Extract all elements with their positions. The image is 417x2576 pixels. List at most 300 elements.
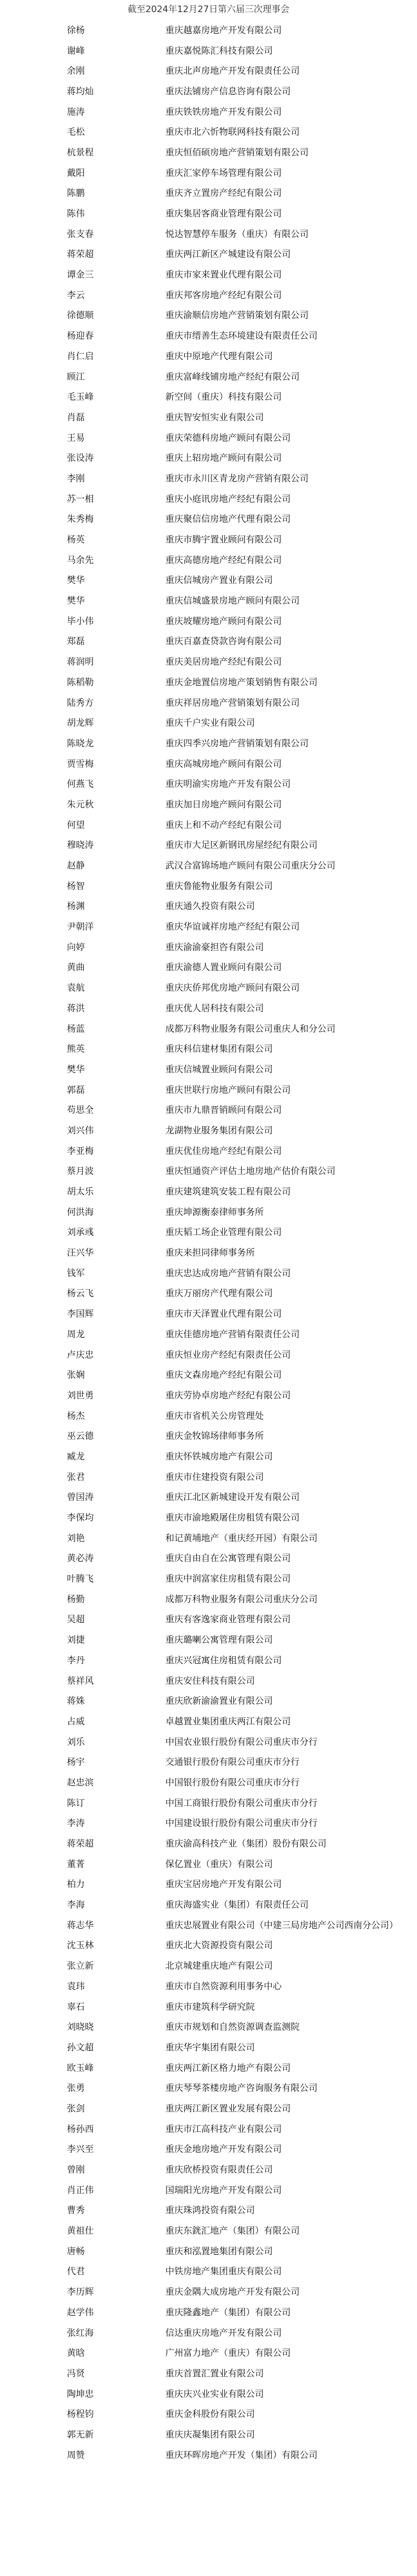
table-row [67,1323,362,1344]
table-row [67,854,362,875]
member-name: 刘捷 [67,1635,85,1646]
table-row [67,2199,362,2220]
table-row [67,1955,362,1975]
member-name: 李刚 [67,473,85,484]
member-name: 赵学伟 [67,2307,94,2318]
table-row [67,182,362,203]
member-company: 北京城建重庆地产有限公司 [165,1961,273,1972]
member-company: 重庆环晖房地产开发（集团）有限公司 [165,2450,317,2461]
member-name: 郭无新 [67,2429,94,2440]
member-name: 何燕飞 [67,779,94,790]
member-company: 武汉合富锦场地产顾问有限公司重庆分公司 [165,861,335,872]
member-company: 重庆市家来置业代理有限公司 [165,270,282,281]
member-company: 重庆铁铁房地产开发有限公司 [165,106,282,117]
member-company: 重庆有客逸家商业管理有限公司 [165,1614,291,1625]
member-company: 重庆优佳房地产经纪有限公司 [165,1146,282,1157]
member-company: 重庆璐喇公寓管理有限公司 [165,1635,273,1646]
table-row [67,366,362,386]
member-company: 重庆优人居科技有限公司 [165,1003,264,1014]
member-company: 成都万科物业服务有限公司重庆分公司 [165,1594,317,1605]
member-name: 杨孙西 [67,2124,94,2135]
member-name: 冯贤 [67,2368,85,2379]
table-row [67,1751,362,1771]
table-row [67,2383,362,2403]
member-name: 何望 [67,820,85,831]
member-company: 重庆和泓置地集团有限公司 [165,2246,273,2257]
member-company: 重庆市天泽置业代理有限公司 [165,1309,282,1320]
member-company: 重庆市北六忻物联网科技有限公司 [165,127,300,138]
member-name: 马余先 [67,555,94,566]
table-row [67,488,362,508]
member-company: 重庆坤源衡泰律师事务所 [165,1207,264,1218]
member-name: 徐德顺 [67,310,94,321]
table-row [67,2301,362,2322]
member-name: 张红海 [67,2327,94,2338]
member-name: 杨蓝 [67,1023,85,1034]
member-name: 孙文超 [67,2042,94,2053]
member-company: 重庆文森房地产经纪有限公司 [165,1370,282,1381]
table-row [67,692,362,712]
table-row [67,1792,362,1812]
member-company: 重庆百嘉查贷款咨询有限公司 [165,636,282,647]
member-name: 黄必涛 [67,1553,94,1564]
member-company: 重庆东銧汇地产（集团）有限公司 [165,2226,300,2237]
table-row [67,1038,362,1058]
member-name: 沈玉林 [67,1940,94,1951]
member-name: 李海 [67,1900,85,1911]
table-row [67,324,362,345]
member-name: 赵静 [67,861,85,872]
member-name: 胡太乐 [67,1187,94,1198]
table-row [67,2057,362,2077]
member-name: 肖正伟 [67,2185,94,2196]
member-name: 周龙 [67,1329,85,1340]
member-company: 重庆金科股份有限公司 [165,2409,255,2420]
member-name: 杨英 [67,535,85,546]
member-name: 苏一相 [67,494,94,505]
table-row [67,2423,362,2444]
member-name: 戴阳 [67,167,85,179]
member-name: 郑磊 [67,636,85,647]
member-name: 杨云飞 [67,1288,94,1299]
table-row [67,1670,362,1690]
table-row [67,1384,362,1405]
member-name: 曾国涛 [67,1492,94,1503]
table-row [67,2219,362,2240]
member-name: 蒋润明 [67,657,94,668]
member-company: 重庆上和不动产经纪有限公司 [165,820,282,831]
table-row [67,1771,362,1792]
table-row [67,1241,362,1262]
member-company: 重庆小庭讯房地产经纪有限公司 [165,494,291,505]
table-row [67,1996,362,2016]
member-company: 成都万科物业服务有限公司重庆人和分公司 [165,1023,335,1034]
table-row [67,40,362,60]
table-row [67,2261,362,2281]
member-company: 重庆越嘉房地产开发有限公司 [165,25,282,36]
member-company: 重庆华谊诚祥房地产经纪有限公司 [165,922,300,933]
table-row [67,447,362,467]
table-row [67,467,362,488]
table-row [67,1262,362,1282]
table-row [67,1567,362,1588]
member-company: 新空间（重庆）科技有限公司 [165,392,282,403]
table-row [67,875,362,895]
member-company: 重庆庆凝集团有限公司 [165,2429,255,2440]
member-name: 蔡祥风 [67,1675,94,1686]
member-company: 重庆智安恒实业有限公司 [165,412,264,423]
member-name: 卢庆忠 [67,1349,94,1360]
member-name: 袁航 [67,983,85,994]
table-row [67,773,362,793]
member-company: 重庆中原地产代理有限公司 [165,351,273,362]
member-name: 顾江 [67,371,85,382]
member-company: 重庆自由自在公寓管理有限公司 [165,1553,291,1564]
member-company: 重庆祥居房地产营销策划有限公司 [165,697,300,708]
table-row [67,671,362,692]
member-company: 重庆两江新区置业发展有限公司 [165,2103,291,2114]
member-company: 重庆兴冠寓住房租赁有限公司 [165,1655,282,1666]
member-name: 周赞 [67,2450,85,2461]
member-name: 徐杨 [67,25,85,36]
table-row [67,712,362,732]
table-row [67,2362,362,2383]
member-company: 重庆信城盛景房地产顾问有限公司 [165,596,300,607]
member-name: 朱秀梅 [67,514,94,525]
member-company: 信达重庆房地产开发有限公司 [165,2327,282,2338]
member-company: 重庆市腾宇置业顾问有限公司 [165,535,282,546]
table-row [67,1119,362,1140]
table-row [67,1588,362,1608]
member-name: 陈伟 [67,209,85,220]
member-name: 赵忠滨 [67,1777,94,1788]
member-name: 胡龙辉 [67,718,94,729]
member-company: 和记黄埔地产（重庆经开园）有限公司 [165,1533,317,1544]
member-name: 杭景程 [67,147,94,158]
member-company: 重庆建筑建筑安装工程有限公司 [165,1187,291,1198]
table-row [67,528,362,549]
member-company: 重庆上轺房地产顾问有限公司 [165,453,282,464]
member-company: 交通银行股份有限公司重庆市分行 [165,1757,300,1768]
member-name: 杨智 [67,881,85,892]
member-company: 重庆齐立置房产经纪有限公司 [165,188,282,199]
table-row [67,956,362,977]
member-company: 中国工商银行股份有限公司重庆市分行 [165,1798,317,1809]
member-company: 中国建设银行股份有限公司重庆市分行 [165,1818,317,1829]
member-company: 重庆加日房地产顾问有限公司 [165,799,282,810]
member-company: 重庆恒通资产评估土地房地产估价有限公司 [165,1166,335,1177]
member-name: 代君 [67,2266,85,2277]
table-row [67,610,362,630]
table-row [67,1221,362,1242]
member-company: 重庆金地房地产开发有限公司 [165,2144,282,2155]
member-company: 重庆欣新渝渝置业有限公司 [165,1696,273,1707]
member-name: 张支春 [67,229,94,240]
member-table [67,19,398,2464]
member-name: 杨迎春 [67,331,94,342]
member-name: 穆晓涛 [67,840,94,851]
member-name: 谢峰 [67,45,85,56]
member-name: 陆秀方 [67,697,94,708]
member-name: 巫云德 [67,1431,94,1442]
table-row [67,1690,362,1710]
table-row [67,1160,362,1181]
member-company: 重庆珠鸿投资有限公司 [165,2205,255,2216]
member-company: 重庆聚信信房地产代理有限公司 [165,514,291,525]
member-company: 重庆嘉悦陈汇科技有限公司 [165,45,273,56]
member-name: 占威 [67,1716,85,1727]
member-name: 张君 [67,1472,85,1483]
member-company: 重庆坡耀房地产顾问有限公司 [165,616,282,627]
member-name: 李国辉 [67,1309,94,1320]
table-row [67,1180,362,1201]
member-company: 重庆隆鑫地产（集团）有限公司 [165,2307,291,2318]
table-row [67,263,362,284]
member-company: 重庆四季兴房地产营销策划有限公司 [165,738,309,749]
member-name: 李历辉 [67,2287,94,2298]
table-row [67,2016,362,2036]
member-company: 重庆市省机关公房管理处 [165,1410,264,1422]
member-company: 重庆明渝实房地产开发有限公司 [165,779,291,790]
table-row [67,1079,362,1099]
table-row [67,1608,362,1629]
member-name: 肖仁启 [67,351,94,362]
table-row [67,162,362,182]
member-company: 重庆安住科技有限公司 [165,1675,255,1686]
member-name: 欧玉峰 [67,2062,94,2074]
table-row [67,2342,362,2362]
table-row [67,1853,362,1873]
member-company: 重庆美居房地产经纪有限公司 [165,657,282,668]
member-company: 重庆通久投资有限公司 [165,901,255,912]
table-row [67,1466,362,1486]
member-name: 李兴至 [67,2144,94,2155]
table-row [67,1547,362,1568]
member-name: 陈稻勒 [67,677,94,688]
member-company: 重庆市建筑科学研究院 [165,2001,255,2012]
table-row [67,1302,362,1323]
member-company: 卓越置业集团重庆两江有限公司 [165,1716,291,1727]
member-name: 郭磊 [67,1084,85,1095]
member-name: 熊英 [67,1044,85,1055]
member-company: 重庆两江新区产城建设有限公司 [165,249,291,260]
member-name: 钱军 [67,1268,85,1279]
table-row [67,2036,362,2057]
table-row [67,243,362,264]
member-name: 曹秀 [67,2205,85,2216]
member-company: 龙湖物业服务集团有限公司 [165,1125,273,1136]
table-row [67,1812,362,1833]
table-row [67,1832,362,1853]
member-name: 施涛 [67,106,85,117]
member-name: 黄曲 [67,962,85,973]
member-company: 重庆世联行房地产顾问有限公司 [165,1084,291,1095]
member-name: 张剑 [67,2103,85,2114]
table-row [67,386,362,406]
member-company: 重庆金牧锦场律师事务所 [165,1431,264,1442]
table-row [67,1099,362,1119]
member-company: 重庆渝高科技产业（集团）股份有限公司 [165,1839,326,1850]
member-company: 重庆欣桥投资有限责任公司 [165,2165,273,2176]
member-company: 重庆鲁能物业服务有限公司 [165,881,273,892]
member-company: 重庆荣德科房地产顾问有限公司 [165,432,291,443]
table-row [67,1405,362,1425]
member-company: 保亿置业（重庆）有限公司 [165,1859,273,1870]
member-company: 重庆信城置业顾问有限公司 [165,1064,273,1075]
member-company: 重庆韬工场企业管理有限公司 [165,1227,282,1238]
member-company: 重庆市江高科技产业有限公司 [165,2124,282,2135]
member-name: 臧龙 [67,1451,85,1462]
table-row [67,2240,362,2261]
member-name: 蒋志华 [67,1920,94,1931]
member-name: 刘承彧 [67,1227,94,1238]
member-name: 蒋姝 [67,1696,85,1707]
member-name: 李云 [67,290,85,301]
member-company: 重庆北大资源投资有限公司 [165,1940,273,1951]
member-name: 袁玮 [67,1981,85,1992]
table-row [67,997,362,1018]
member-company: 重庆宝居房地产开发有限公司 [165,1879,282,1890]
member-name: 朱元秋 [67,799,94,810]
member-company: 重庆富峰线铺房地产经纪有限公司 [165,371,300,382]
member-company: 重庆忠展置业有限公司（中建三局房地产公司西南分公司） [165,1920,398,1931]
table-row [67,2179,362,2199]
member-name: 王易 [67,432,85,443]
page-title: 截至2024年12月27日第六届三次理事会 [127,4,290,15]
member-company: 重庆市住建投资有限公司 [165,1472,264,1483]
table-row [67,895,362,916]
member-name: 张勇 [67,2083,85,2094]
table-row [67,1445,362,1466]
table-row [67,1873,362,1894]
table-row [67,1935,362,1955]
member-name: 刘兴伟 [67,1125,94,1136]
member-name: 尹朝洋 [67,922,94,933]
table-row [67,2158,362,2179]
member-company: 重庆两江新区格力地产有限公司 [165,2062,291,2074]
member-company: 重庆市永川区青龙房产营销有限公司 [165,473,309,484]
table-row [67,345,362,366]
table-row [67,793,362,814]
member-name: 李保均 [67,1513,94,1524]
member-company: 重庆庆兴业实业有限公司 [165,2389,264,2400]
member-name: 李涛 [67,1818,85,1829]
member-company: 悦达智慧停车服务（重庆）有限公司 [165,229,309,240]
member-company: 重庆渝渝豪担咨有限公司 [165,942,264,953]
table-row [67,2077,362,2097]
member-name: 何洪海 [67,1207,94,1218]
table-row [67,1425,362,1445]
table-row [67,141,362,162]
member-name: 谭金三 [67,270,94,281]
member-name: 李亚梅 [67,1146,94,1157]
table-row [67,589,362,610]
member-name: 杨宇 [67,1757,85,1768]
member-name: 蒋洪 [67,1003,85,1014]
member-company: 重庆邦客房地产经纪有限公司 [165,290,282,301]
member-company: 重庆忠达成房地产营销有限公司 [165,1268,291,1279]
member-name: 苟思全 [67,1105,94,1116]
table-row [67,630,362,651]
table-row [67,19,362,40]
table-row [67,1893,362,1914]
member-company: 重庆金隅大成房地产开发有限公司 [165,2287,300,2298]
member-company: 重庆恒业房产经纪有限责任公司 [165,1349,291,1360]
table-row [67,569,362,590]
member-company: 重庆恒佰硕房地产营销策划有限公司 [165,147,309,158]
table-row [67,508,362,529]
table-row [67,915,362,936]
member-name: 杨程钧 [67,2409,94,2420]
member-name: 刘艳 [67,1533,85,1544]
table-row [67,1975,362,1996]
table-row [67,223,362,243]
member-company: 中铁房地产集团重庆有限公司 [165,2266,282,2277]
table-row [67,650,362,671]
table-row [67,1710,362,1731]
member-company: 重庆市自然资源利用事务中心 [165,1981,282,1992]
table-row [67,1649,362,1670]
table-row [67,1731,362,1751]
member-company: 重庆佳德房地产营销有限责任公司 [165,1329,300,1340]
table-row [67,2322,362,2342]
table-row [67,2403,362,2423]
member-company: 重庆汇家停车场管理有限公司 [165,167,282,179]
member-company: 重庆海盛实业（集团）有限责任公司 [165,1900,309,1911]
member-company: 重庆市大足区新钢讯房屋经纪有限公司 [165,840,317,851]
member-name: 刘世勇 [67,1390,94,1401]
table-row [67,101,362,121]
member-company: 重庆江北区新城建设开发有限公司 [165,1492,300,1503]
member-company: 中国农业银行股份有限公司重庆市分行 [165,1736,317,1748]
table-row [67,2138,362,2159]
member-name: 杨勤 [67,1594,85,1605]
member-name: 蒋均灿 [67,86,94,97]
member-name: 李丹 [67,1655,85,1666]
member-name: 毛玉峰 [67,392,94,403]
table-row [67,1914,362,1935]
member-name: 吴超 [67,1614,85,1625]
table-row [67,2281,362,2301]
member-company: 重庆市九鼎晋销顾问有限公司 [165,1105,282,1116]
member-name: 樊华 [67,575,85,586]
member-name: 黄晗 [67,2348,85,2359]
member-company: 重庆渝顺信房地产营销策划有限公司 [165,310,309,321]
member-name: 贾雪梅 [67,758,94,769]
table-row [67,1140,362,1160]
member-name: 曾刚 [67,2165,85,2176]
member-name: 陶坤忠 [67,2389,94,2400]
member-company: 重庆渝德人置业顾问有限公司 [165,962,282,973]
table-row [67,304,362,325]
member-company: 重庆市渝地殿屠住房租赁有限公司 [165,1513,300,1524]
member-company: 重庆市规划和自然资源调查监测院 [165,2022,300,2033]
member-company: 国瑞阳光房地产开发有限公司 [165,2185,282,2196]
member-company: 重庆怀铁城房地产有限公司 [165,1451,273,1462]
member-name: 柏力 [67,1879,85,1890]
member-name: 辜石 [67,2001,85,2012]
member-company: 中国银行股份有限公司重庆市分行 [165,1777,300,1788]
member-company: 重庆金地置信房地产策划销售有限公司 [165,677,317,688]
member-company: 重庆千户实业有限公司 [165,718,255,729]
member-table-body [67,19,398,2464]
member-company: 重庆华宇集团有限公司 [165,2042,255,2053]
member-name: 杨渊 [67,901,85,912]
member-name: 余刚 [67,66,85,77]
member-company: 重庆劳协卓房地产经纪有限公司 [165,1390,291,1401]
member-name: 毕小伟 [67,616,94,627]
member-name: 黄祖仕 [67,2226,94,2237]
